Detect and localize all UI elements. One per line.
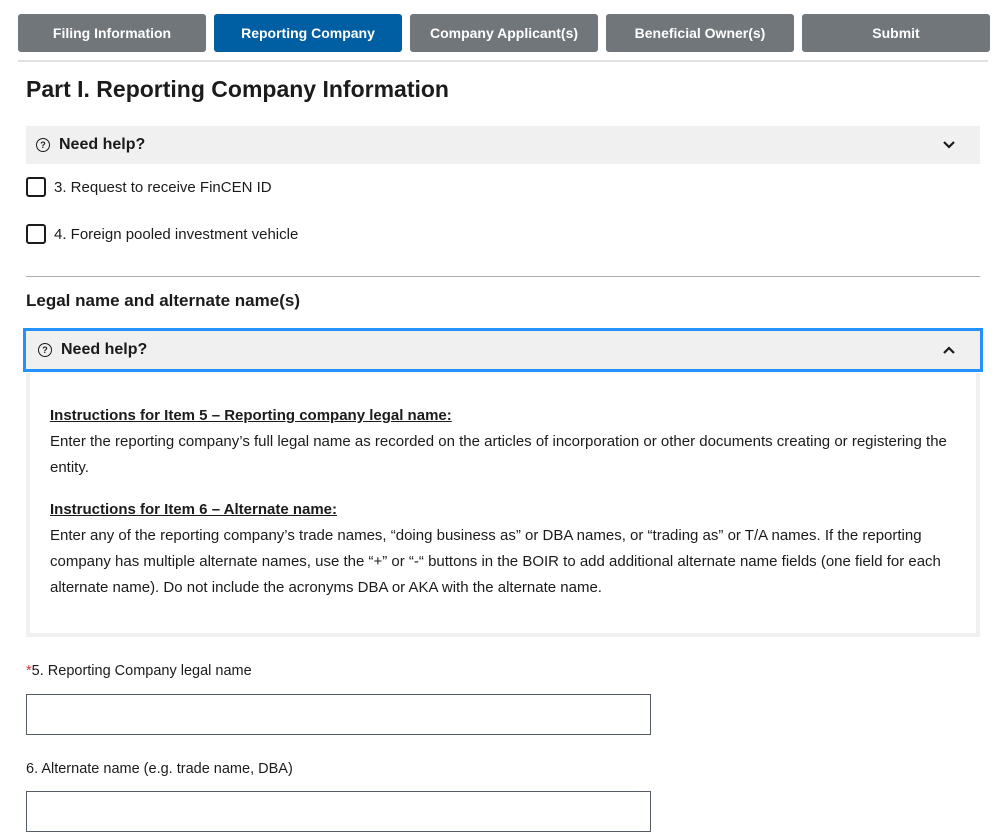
accordion-label: Need help? [61,341,148,358]
checkbox-label: 3. Request to receive FinCEN ID [54,178,272,196]
legal-name-label-text: 5. Reporting Company legal name [31,663,252,679]
tab-company-applicants[interactable]: Company Applicant(s) [410,14,598,52]
instructions-item-5 [50,403,960,481]
need-help-accordion-2[interactable] [23,328,983,372]
chevron-up-icon [942,343,956,357]
legal-name-label [26,663,252,679]
instructions-title: Instructions for Item 6 – Alternate name: [50,501,338,518]
question-circle-icon: ? [36,138,50,152]
tab-submit[interactable]: Submit [802,14,990,52]
checkbox[interactable] [26,224,46,244]
tab-beneficial-owners[interactable]: Beneficial Owner(s) [606,14,794,52]
question-circle-icon: ? [38,343,52,357]
section-divider [26,276,980,277]
accordion-label: Need help? [59,136,146,153]
tabs-divider [18,60,988,62]
chevron-down-icon [942,138,956,152]
need-help-accordion-1[interactable] [26,126,980,164]
instructions-title: Instructions for Item 5 – Reporting company legal name: [50,407,452,424]
checkbox-foreign-pooled-investment-vehicle[interactable] [26,224,298,244]
tab-reporting-company[interactable]: Reporting Company [214,14,402,52]
required-marker: * [26,663,32,679]
tab-filing-information[interactable]: Filing Information [18,14,206,52]
step-tabs [18,14,990,52]
alternate-name-label: 6. Alternate name (e.g. trade name, DBA) [26,761,293,777]
instructions-body: Enter the reporting company’s full legal name as recorded on the articles of incorporation or other documents creating or registering the entity. [50,433,947,476]
instructions-body: Enter any of the reporting company’s trade names, “doing business as” or DBA names, or “trading as” or T/A names. If the reporting company has multiple alternate names, use the “+” or “-“ buttons in the BOIR to add additional alternate name fields (one field for each alternate name). Do not include the acronyms DBA or AKA with the alternate name. [50,527,941,596]
checkbox-request-fincen-id[interactable] [26,177,272,197]
page-title: Part I. Reporting Company Information [26,76,449,102]
instructions-item-6 [50,497,960,601]
alternate-name-input[interactable] [26,791,651,832]
checkbox-label: 4. Foreign pooled investment vehicle [54,225,299,243]
section-heading: Legal name and alternate name(s) [26,291,300,310]
checkbox[interactable] [26,177,46,197]
legal-name-input[interactable] [26,694,651,735]
